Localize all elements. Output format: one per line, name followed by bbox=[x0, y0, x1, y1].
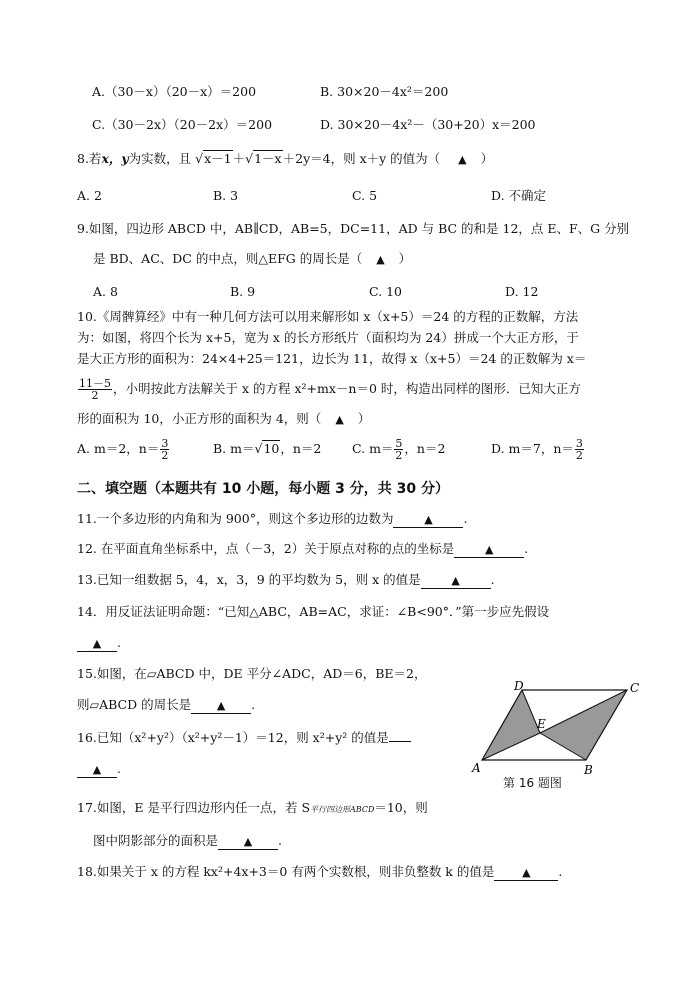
q11-text: 11.一个多边形的内角和为 900°，则这个多边形的边数为 bbox=[77, 511, 394, 526]
fraction-numerator: 5 bbox=[395, 437, 403, 450]
question-8: 8.若x，y为实数，且 √x－1＋√1－x＋2y＝4，则 x＋y 的值为（ ▲ ） bbox=[77, 151, 494, 166]
q17-text: 17.如图，E 是平行四边形内任一点，若 S bbox=[77, 800, 311, 815]
q16-text: 16.已知（x²+y²）（x²+y²－1）＝12，则 x²+y² 的值是 bbox=[77, 730, 389, 745]
q9-option-c: C. 10 bbox=[369, 284, 402, 299]
q8-prefix: 8.若 bbox=[77, 151, 102, 166]
question-18 bbox=[77, 864, 562, 881]
q12-text: 12. 在平面直角坐标系中，点（－3，2）关于原点对称的点的坐标是 bbox=[77, 541, 455, 556]
q8-option-d: D. 不确定 bbox=[491, 188, 547, 203]
q10-line-1: 10.《周髀算经》中有一种几何方法可以用来解形如 x（x+5）＝24 的方程的正数解，方法 bbox=[77, 309, 579, 324]
q7-option-b: B. 30×20－4x²＝200 bbox=[320, 84, 449, 99]
vertex-label-e: E bbox=[537, 717, 546, 731]
q9-line-2 bbox=[93, 251, 411, 268]
q9-line-2-text: 是 BD、AC、DC 的中点，则△EFG 的周长是（ bbox=[93, 251, 363, 266]
q10-line-2: 为：如图，将四个长为 x+5，宽为 x 的长方形纸片（面积均为 24）拼成一个大正方形，于 bbox=[77, 330, 579, 345]
vertex-label-a: A bbox=[472, 761, 481, 775]
q8-option-b: B. 3 bbox=[213, 188, 239, 203]
question-11 bbox=[77, 511, 467, 528]
q8-radicand-2: 1－x bbox=[254, 151, 282, 166]
q10-option-b-post: ，n＝2 bbox=[280, 441, 322, 456]
answer-blank: ▲ bbox=[77, 763, 117, 778]
fraction-numerator: 3 bbox=[161, 437, 169, 450]
q8-vars: x，y bbox=[101, 151, 129, 166]
q10-option-d-text: D. m＝7，n＝ bbox=[491, 441, 574, 456]
q15-line-2 bbox=[77, 697, 255, 714]
q10-fraction-numerator: 11－5 bbox=[79, 377, 111, 390]
answer-blank: ▲ bbox=[218, 835, 278, 850]
q9-option-a: A. 8 bbox=[93, 284, 118, 299]
q10-option-d bbox=[491, 432, 585, 466]
q10-line-3: 是大正方形的面积为：24×4+25＝121，边长为 11，故得 x（x+5）＝24 的正数解为 x＝ bbox=[77, 351, 587, 366]
vertex-label-c: C bbox=[630, 681, 640, 695]
q13-end: . bbox=[490, 572, 495, 587]
q8-option-c: C. 5 bbox=[352, 188, 378, 203]
question-13 bbox=[77, 572, 495, 589]
q17-text-end: ＝10，则 bbox=[374, 800, 428, 815]
q10-line-5 bbox=[77, 411, 370, 428]
shaded-triangle-ade bbox=[482, 690, 540, 760]
q8-mid: 为实数，且 bbox=[128, 151, 192, 166]
q10-close: ） bbox=[357, 411, 371, 426]
q17-subscript: 平行四边形ABCD bbox=[310, 805, 375, 814]
answer-blank: ▲ bbox=[191, 699, 251, 714]
q9-close: ） bbox=[398, 251, 412, 266]
q17-line-2 bbox=[93, 833, 282, 850]
q12-end: . bbox=[524, 541, 529, 556]
fraction-denominator: 2 bbox=[161, 449, 169, 462]
q10-option-d-fraction bbox=[575, 438, 584, 461]
q18-end: . bbox=[558, 864, 563, 879]
vertex-label-b: B bbox=[584, 763, 593, 777]
q15-line-1: 15.如图，在▱ABCD 中，DE 平分∠ADC，AD＝6，BE＝2， bbox=[77, 666, 427, 681]
q10-fraction bbox=[78, 378, 112, 401]
q10-line-4-text: ，小明按此方法解关于 x 的方程 x²+mx－n＝0 时，构造出同样的图形．已知大正方 bbox=[113, 381, 581, 396]
answer-blank: ▲ bbox=[454, 543, 524, 558]
q10-line-4 bbox=[77, 372, 581, 406]
fraction-denominator: 2 bbox=[395, 449, 403, 462]
q8-option-a: A. 2 bbox=[77, 188, 102, 203]
q17-line-1 bbox=[77, 800, 428, 818]
question-12 bbox=[77, 541, 528, 558]
q14-line-1: 14．用反证法证明命题：“已知△ABC，AB=AC，求证：∠B<90°．”第一步应先假设 bbox=[77, 604, 550, 619]
q17-end: . bbox=[278, 833, 282, 848]
answer-blank: ▲ bbox=[77, 637, 117, 652]
q16-line-2 bbox=[77, 761, 121, 778]
q8-close: ） bbox=[480, 151, 494, 166]
shaded-triangle-bce bbox=[540, 690, 627, 760]
vertex-label-d: D bbox=[514, 679, 524, 693]
q9-option-b: B. 9 bbox=[230, 284, 256, 299]
q16-end: . bbox=[117, 761, 121, 776]
q10-option-c-text: C. m＝ bbox=[352, 441, 394, 456]
figure-caption: 第 16 题图 bbox=[503, 776, 562, 790]
q7-option-d: D. 30×20－4x²－（30+20）x＝200 bbox=[320, 117, 536, 132]
q8-tail: ＋2y＝4，则 x＋y 的值为（ bbox=[282, 151, 441, 166]
q8-radicand-1: x－1 bbox=[204, 151, 232, 166]
q7-option-c: C.（30－2x）（20－2x）＝200 bbox=[92, 117, 273, 132]
q10-option-b-radicand: 10 bbox=[263, 441, 280, 456]
q10-line-5-text: 形的面积为 10，小正方形的面积为 4，则（ bbox=[77, 411, 322, 426]
answer-mark: ▲ bbox=[335, 413, 344, 426]
q10-option-a-text: A. m＝2，n＝ bbox=[77, 441, 160, 456]
answer-blank: ▲ bbox=[494, 866, 558, 881]
q10-option-c bbox=[352, 432, 445, 466]
q7-option-a: A.（30－x）（20－x）＝200 bbox=[92, 84, 257, 99]
q18-text: 18.如果关于 x 的方程 kx²+4x+3＝0 有两个实数根，则非负整数 k 的值是 bbox=[77, 864, 495, 879]
q9-line-1: 9.如图，四边形 ABCD 中，AB∥CD，AB=5，DC=11，AD 与 BC 的和是 12，点 E、F、G 分别 bbox=[77, 221, 630, 236]
q16-line-1 bbox=[77, 730, 411, 746]
q10-option-a bbox=[77, 432, 170, 466]
fraction-numerator: 3 bbox=[575, 437, 583, 450]
q9-option-d: D. 12 bbox=[505, 284, 539, 299]
q10-option-b-text: B. m＝ bbox=[213, 441, 255, 456]
q10-fraction-denominator: 2 bbox=[91, 389, 99, 402]
q11-end: . bbox=[463, 511, 468, 526]
answer-mark: ▲ bbox=[376, 253, 385, 266]
q15-end: . bbox=[251, 697, 256, 712]
q14-end: . bbox=[117, 635, 121, 650]
fraction-denominator: 2 bbox=[575, 449, 583, 462]
answer-mark: ▲ bbox=[458, 153, 467, 166]
q10-option-a-fraction bbox=[160, 438, 169, 461]
q10-option-b: B. m＝√10，n＝2 bbox=[213, 441, 322, 456]
q17-line-2-text: 图中阴影部分的面积是 bbox=[93, 833, 219, 848]
answer-blank: ▲ bbox=[421, 574, 491, 589]
answer-blank-start bbox=[389, 741, 411, 742]
q10-option-c-fraction bbox=[394, 438, 403, 461]
answer-blank: ▲ bbox=[393, 513, 463, 528]
section-2-title: 二、填空题（本题共有 10 小题，每小题 3 分，共 30 分） bbox=[77, 481, 449, 497]
q10-option-c-post: ，n＝2 bbox=[404, 441, 446, 456]
q13-text: 13.已知一组数据 5，4，x，3，9 的平均数为 5，则 x 的值是 bbox=[77, 572, 421, 587]
q14-line-2 bbox=[77, 635, 121, 652]
q15-line-2-text: 则▱ABCD 的周长是 bbox=[77, 697, 192, 712]
